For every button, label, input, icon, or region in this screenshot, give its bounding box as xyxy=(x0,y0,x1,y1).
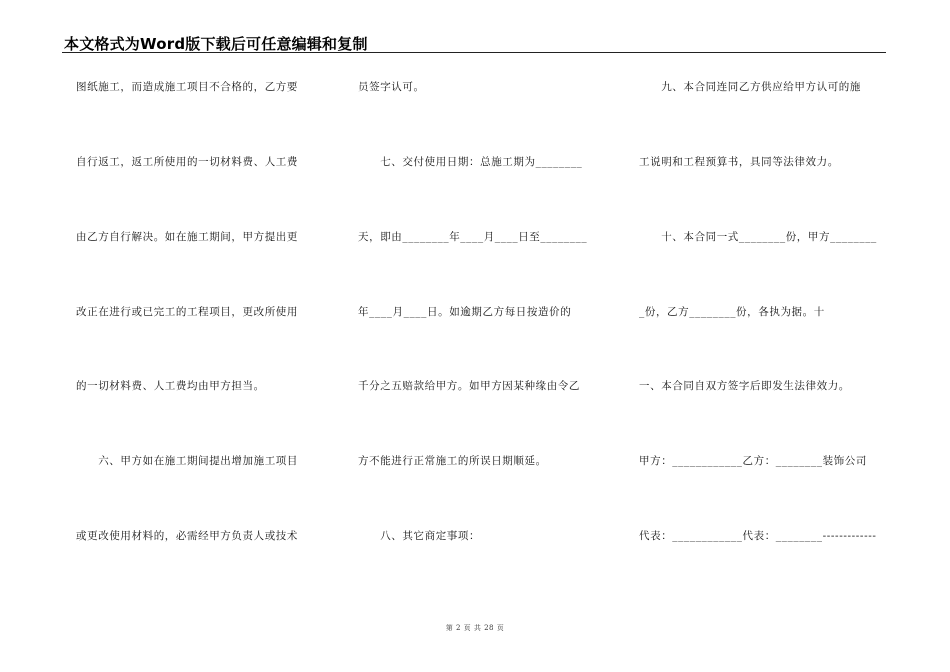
column-line: 七、交付使用日期：总施工期为________ xyxy=(358,156,583,168)
column-line: 六、甲方如在施工期间提出增加施工项目 xyxy=(76,455,298,467)
column-line: 天，即由________年____月____日至________ xyxy=(358,231,588,243)
column-line: 甲方：____________乙方：________装饰公司 xyxy=(639,455,867,467)
column-line: 自行返工，返工所使用的一切材料费、人工费 xyxy=(76,156,298,168)
column-line: 工说明和工程预算书，具同等法律效力。 xyxy=(639,156,839,168)
column-line: 年____月____日。如逾期乙方每日按造价的 xyxy=(358,306,572,318)
column-line: 或更改使用材料的，必需经甲方负责人或技术 xyxy=(76,530,298,542)
column-line: 八、其它商定事项： xyxy=(358,530,481,542)
column-line: 的一切材料费、人工费均由甲方担当。 xyxy=(76,380,265,392)
column-line: 代表：____________代表：________------------- xyxy=(639,530,877,542)
column-line: _份，乙方________份，各执为据。十 xyxy=(639,306,825,318)
column-line: 图纸施工，而造成施工项目不合格的，乙方要 xyxy=(76,81,298,93)
column-line: 方不能进行正常施工的所误日期顺延。 xyxy=(358,455,547,467)
page-header-title: 本文格式为Word版下载后可任意编辑和复制 xyxy=(64,35,368,53)
column-line: 改正在进行或已完工的工程项目，更改所使用 xyxy=(76,306,298,318)
column-line: 由乙方自行解决。如在施工期间，甲方提出更 xyxy=(76,231,298,243)
column-line: 一、本合同自双方签字后即发生法律效力。 xyxy=(639,380,850,392)
header-divider xyxy=(62,52,886,53)
page-number-footer: 第 2 页 共 28 页 xyxy=(445,624,505,632)
column-line: 员签字认可。 xyxy=(358,81,425,93)
column-line: 九、本合同连同乙方供应给甲方认可的施 xyxy=(639,81,861,93)
column-line: 十、本合同一式________份，甲方________ xyxy=(639,231,877,243)
column-line: 千分之五赔款给甲方。如甲方因某种缘由令乙 xyxy=(358,380,580,392)
